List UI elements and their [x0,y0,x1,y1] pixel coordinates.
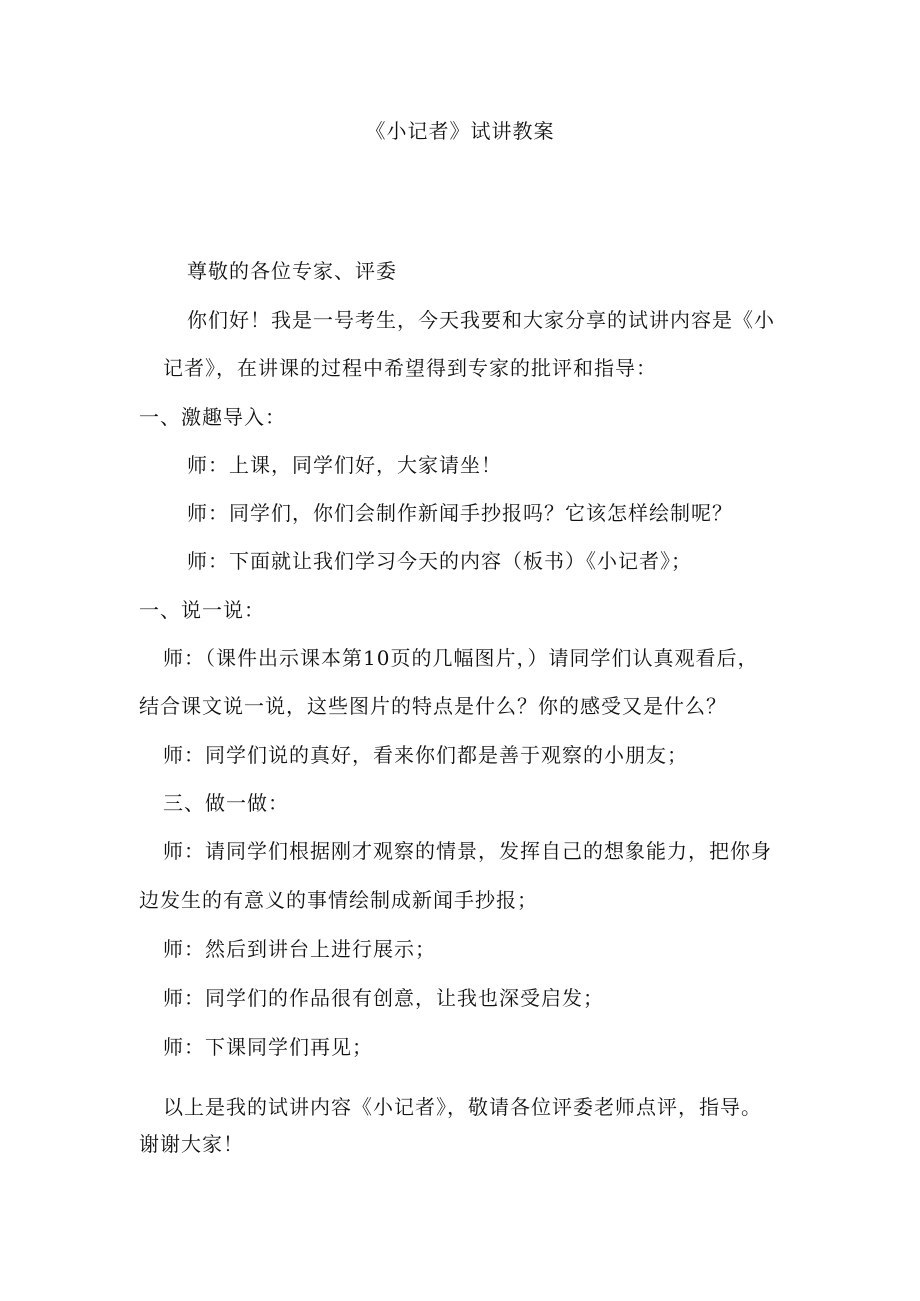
intro-line-2: 记者》，在讲课的过程中希望得到专家的批评和指导： [163,356,657,380]
paragraph-line: 师：同学们说的真好，看来你们都是善于观察的小朋友； [163,743,688,767]
greeting-line: 尊敬的各位专家、评委 [187,259,397,283]
closing-line-1: 以上是我的试讲内容《小记者》，敬请各位评委老师点评，指导。 [163,1095,762,1119]
section-heading-2: 一、说一说： [139,598,265,622]
closing-line-2: 谢谢大家！ [139,1132,244,1156]
paragraph-line: 师：同学们的作品很有创意，让我也深受启发； [163,986,604,1010]
paragraph-line: 结合课文说一说，这些图片的特点是什么？你的感受又是什么？ [139,694,727,718]
section-heading-1: 一、激趣导入： [139,405,286,429]
intro-line-1: 你们好！我是一号考生，今天我要和大家分享的试讲内容是《小 [187,308,775,332]
paragraph-line: 师：下面就让我们学习今天的内容（板书）《小记者》； [187,549,692,573]
paragraph-line: 师：请同学们根据刚才观察的情景，发挥自己的想象能力，把你身 [163,839,772,863]
section-heading-3: 三、做一做： [163,791,289,815]
paragraph-line: 师：同学们，你们会制作新闻手抄报吗？它该怎样绘制呢？ [187,501,733,525]
paragraph-line: 边发生的有意义的事情绘制成新闻手抄报； [139,888,538,912]
document-title: 《小记者》试讲教案 [365,119,555,143]
paragraph-line: 师：上课，同学们好，大家请坐！ [187,453,502,477]
paragraph-line: 师：然后到讲台上进行展示； [163,937,436,961]
paragraph-line: 师：（课件出示课本第10页的几幅图片，）请同学们认真观看后， [163,646,759,670]
paragraph-line: 师：下课同学们再见； [163,1035,373,1059]
